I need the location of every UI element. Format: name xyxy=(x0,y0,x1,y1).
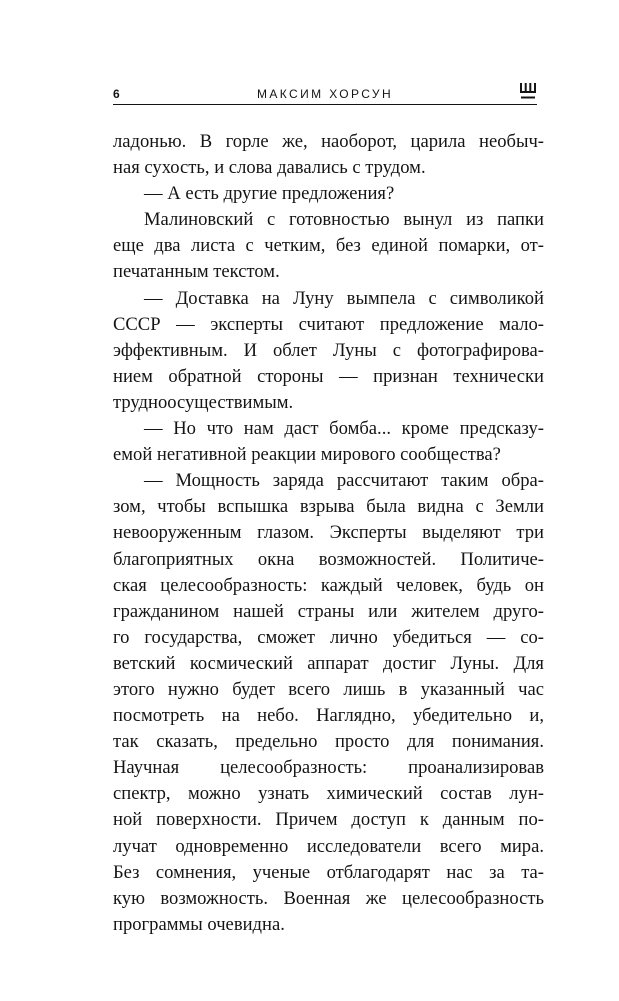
text-line: этого нужно будет всего лишь в указанный час xyxy=(113,678,544,700)
text-line: — Но что нам даст бомба... кроме предсказу- xyxy=(144,418,544,440)
text-line: печатанным текстом. xyxy=(113,261,280,283)
text-line: СССР — эксперты считают предложение мало- xyxy=(113,313,544,335)
text-line: так сказать, предельно просто для понимания. xyxy=(113,731,544,753)
text-line: Малиновский с готовностью вынул из папки xyxy=(144,209,544,231)
text-line: трудноосуществимым. xyxy=(113,391,294,413)
text-line: еще два листа с четким, без единой помарки, от- xyxy=(113,235,544,257)
text-line: ной поверхности. Причем доступ к данным по- xyxy=(113,809,544,831)
publisher-logo-icon xyxy=(519,82,537,100)
body-text xyxy=(113,129,544,938)
text-line: ладонью. В горле же, наоборот, царила необыч- xyxy=(113,131,544,152)
text-line: программы очевидна. xyxy=(113,913,285,935)
running-title: МАКСИМ ХОРСУН xyxy=(256,87,394,101)
text-line: ветский космический аппарат достиг Луны. Для xyxy=(113,652,544,674)
text-line: ная сухость, и слова давались с трудом. xyxy=(113,157,426,179)
text-line: гражданином нашей страны или жителем друго- xyxy=(113,600,544,622)
text-line: Научная целесообразность: проанализировав xyxy=(113,757,544,779)
text-line: емой негативной реакции мирового сообщества? xyxy=(113,444,501,466)
text-line: — А есть другие предложения? xyxy=(144,183,395,205)
text-line: благоприятных окна возможностей. Политиче- xyxy=(113,548,544,570)
text-line: зом, чтобы вспышка взрыва была видна с Земли xyxy=(113,496,544,518)
text-line: Без сомнения, ученые отблагодарят нас за та- xyxy=(113,861,544,883)
header-rule xyxy=(113,104,537,105)
page-number: 6 xyxy=(113,87,121,101)
text-line: посмотреть на небо. Наглядно, убедительно и, xyxy=(113,705,544,727)
text-line: невооруженным глазом. Эксперты выделяют три xyxy=(113,522,544,544)
text-line: — Мощность заряда рассчитают таким обра- xyxy=(144,470,544,492)
text-line: кую возможность. Военная же целесообразность xyxy=(113,887,544,909)
text-line: эффективным. И облет Луны с фотографирова- xyxy=(113,339,544,361)
page-header xyxy=(113,78,537,108)
text-line: нием обратной стороны — признан технически xyxy=(113,365,544,387)
text-line: го государства, сможет лично убедиться — со- xyxy=(113,626,544,648)
text-line: лучат одновременно исследователи всего мира. xyxy=(113,835,544,857)
text-line: — Доставка на Луну вымпела с символикой xyxy=(144,287,544,309)
text-line: спектр, можно узнать химический состав лун- xyxy=(113,783,544,805)
text-line: ская целесообразность: каждый человек, будь он xyxy=(113,574,544,596)
